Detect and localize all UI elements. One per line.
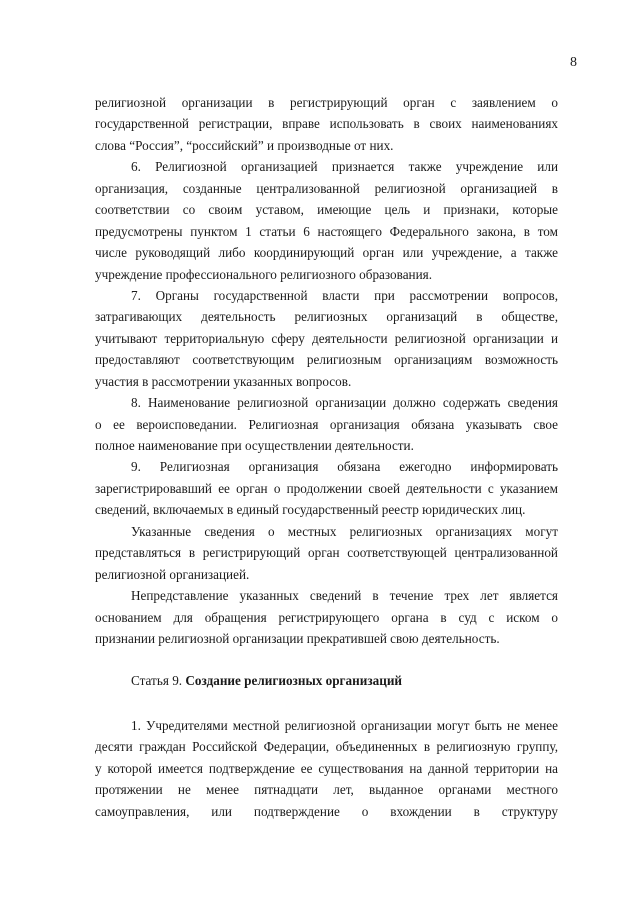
- text-line: основанием для обращения регистрирующего органа в суд с иском о: [95, 609, 558, 625]
- paragraph-2: [95, 156, 558, 285]
- text-line: религиозной организации в регистрирующий орган с заявлением о: [95, 95, 558, 110]
- paragraph-1: [95, 92, 558, 156]
- article-heading: [95, 670, 558, 691]
- paragraph-6: [95, 521, 558, 585]
- paragraph-7: [95, 585, 558, 649]
- text-line: протяжении не менее пятнадцати лет, выданное органами местного: [95, 782, 558, 798]
- text-line: государственной регистрации, вправе использовать в своих наименованиях: [95, 116, 558, 132]
- text-line: о ее вероисповедании. Религиозная организация обязана указывать свое: [95, 416, 558, 432]
- text-line: предоставляют соответствующим религиозным организациям возможность: [95, 352, 558, 368]
- text-line: 1. Учредителями местной религиозной организации могут быть не менее: [131, 717, 558, 733]
- text-line: у которой имеется подтверждение ее существования на данной территории на: [95, 760, 558, 776]
- text-line: религиозной организацией.: [95, 566, 250, 582]
- text-line: 6. Религиозной организацией признается также учреждение или: [131, 159, 558, 175]
- paragraph-5: [95, 456, 558, 520]
- text-line: полное наименование при осуществлении деятельности.: [95, 438, 414, 453]
- text-line: представляться в регистрирующий орган соответствующей централизованной: [95, 545, 558, 561]
- document-body: [95, 92, 558, 822]
- text-line: Непредставление указанных сведений в течение трех лет является: [131, 588, 558, 604]
- text-line: 7. Органы государственной власти при рассмотрении вопросов,: [131, 287, 558, 303]
- article-label: Статья 9.: [131, 673, 183, 689]
- page-number: 8: [570, 55, 577, 70]
- text-line: сведений, включаемых в единый государственный реестр юридических лиц.: [95, 502, 526, 518]
- article-paragraph-1: [95, 715, 558, 822]
- text-line: учитывают территориальную сферу деятельности религиозной организации и: [95, 330, 558, 346]
- text-line: слова “Россия”, “российский” и производные от них.: [95, 137, 394, 153]
- text-line: соответствии со своим уставом, имеющие цель и признаки, которые: [95, 202, 558, 218]
- article-title: Создание религиозных организаций: [185, 673, 403, 689]
- text-line: участия в рассмотрении указанных вопросов.: [95, 373, 352, 389]
- paragraph-4: [95, 392, 558, 456]
- text-line: числе руководящий либо координирующий орган или учреждение, а также: [95, 245, 558, 261]
- text-line: 8. Наименование религиозной организации должно содержать сведения: [131, 395, 558, 411]
- text-line: десяти граждан Российской Федерации, объединенных в религиозную группу,: [95, 739, 558, 755]
- paragraph-3: [95, 285, 558, 392]
- text-line: 9. Религиозная организация обязана ежегодно информировать: [131, 459, 558, 475]
- text-line: зарегистрировавший ее орган о продолжении своей деятельности с указанием: [95, 480, 558, 496]
- text-line: учреждение профессионального религиозного образования.: [95, 266, 433, 282]
- text-line: Указанные сведения о местных религиозных организациях могут: [131, 523, 558, 539]
- text-line: признании религиозной организации прекратившей свою деятельность.: [95, 630, 500, 646]
- text-line: затрагивающих деятельность религиозных организаций в обществе,: [95, 309, 558, 325]
- text-line: предусмотрены пунктом 1 статьи 6 настоящего Федерального закона, в том: [95, 223, 558, 239]
- text-line: самоуправления, или подтверждение о вхождении в структуру: [95, 803, 558, 819]
- text-line: организация, созданные централизованной религиозной организацией в: [95, 180, 558, 196]
